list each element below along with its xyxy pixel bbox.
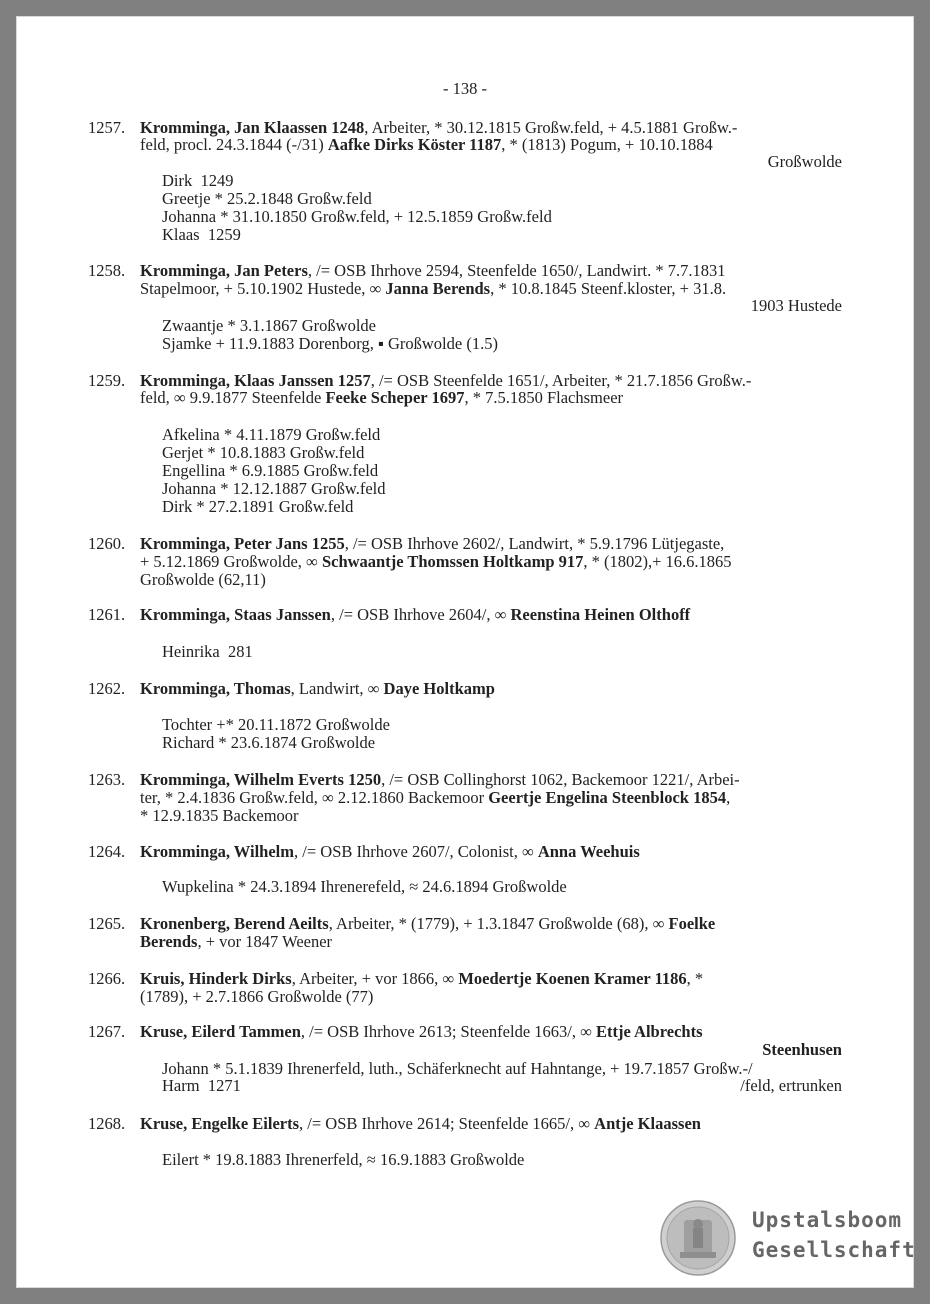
entry-text: Stapelmoor, + 5.10.1902 Hustede, ∞ <box>140 279 386 298</box>
entry-text: , * <box>686 969 704 988</box>
entry-number: 1263. <box>88 770 126 789</box>
child-item: Greetje * 25.2.1848 Großw.feld <box>162 189 372 208</box>
entry-text: , /= OSB Ihrhove 2604/, ∞ <box>330 605 511 624</box>
entry-text: , /= OSB Ihrhove 2614; Steenfelde 1665/, ∞ <box>299 1114 595 1133</box>
entry-line <box>140 372 751 389</box>
entry-text: + 5.12.1869 Großwolde, ∞ <box>140 552 322 571</box>
child-item: Wupkelina * 24.3.1894 Ihrenerefeld, ≈ 24.6.1894 Großwolde <box>162 877 567 896</box>
spouse-name: Schwaantje Thomssen Holtkamp 917 <box>321 552 584 571</box>
person-name: Kruse, Eilerd Tammen <box>140 1022 301 1041</box>
logo-text-line2: Gesellschaft <box>752 1238 916 1262</box>
spouse-name: Foelke <box>668 914 716 933</box>
entry-text: , + vor 1847 Weener <box>197 932 333 951</box>
entry-number: 1268. <box>88 1114 126 1133</box>
entry-line <box>140 1115 701 1132</box>
spouse-name: Ettje Albrechts <box>596 1022 703 1041</box>
spouse-name: Antje Klaassen <box>594 1114 701 1133</box>
child-item: Richard * 23.6.1874 Großwolde <box>162 733 376 752</box>
entry-text: feld, ∞ 9.9.1877 Steenfelde <box>140 388 326 407</box>
entry-number: 1258. <box>88 261 126 280</box>
person-name: Kromminga, Jan Peters <box>140 261 308 280</box>
child-item: Johanna * 12.12.1887 Großw.feld <box>162 479 386 498</box>
entry-number: 1266. <box>88 969 126 988</box>
person-name: Kronenberg, Berend Aeilts <box>140 914 329 933</box>
entry-text: , /= OSB Ihrhove 2594, Steenfelde 1650/, Landwirt. * 7.7.1831 <box>307 261 726 280</box>
spouse-name: Aafke Dirks Köster 1187 <box>327 135 502 154</box>
entry-line <box>140 119 737 136</box>
entry-text: ter, * 2.4.1836 Großw.feld, ∞ 2.12.1860 Backemoor <box>140 788 489 807</box>
entry-line <box>140 771 740 788</box>
entry-line-right: 1903 Hustede <box>750 296 842 315</box>
entry-text: , Landwirt, ∞ <box>290 679 384 698</box>
document-page <box>16 16 914 1288</box>
child-item: Gerjet * 10.8.1883 Großw.feld <box>162 443 365 462</box>
person-name: Kruse, Engelke Eilerts <box>140 1114 300 1133</box>
child-item: Afkelina * 4.11.1879 Großw.feld <box>162 425 381 444</box>
entry-text: , /= OSB Ihrhove 2602/, Landwirt, * 5.9.1796 Lütjegaste, <box>344 534 725 553</box>
entry-line <box>140 933 332 950</box>
entry-text: , /= OSB Steenfelde 1651/, Arbeiter, * 21.7.1856 Großw.- <box>370 371 752 390</box>
spouse-name: Moedertje Koenen Kramer 1186 <box>458 969 687 988</box>
entry-text: , * 7.5.1850 Flachsmeer <box>464 388 624 407</box>
entry-line-right: Steenhusen <box>762 1040 842 1059</box>
entry-text: feld, procl. 24.3.1844 (-/31) <box>140 135 328 154</box>
entry-number: 1259. <box>88 371 126 390</box>
entry-number: 1267. <box>88 1022 126 1041</box>
entry-line <box>140 136 713 153</box>
logo-text-line1: Upstalsboom <box>752 1208 903 1232</box>
person-name: Kromminga, Wilhelm Everts 1250 <box>140 770 382 789</box>
person-name: Kruis, Hinderk Dirks <box>140 969 292 988</box>
child-item: Dirk 1249 <box>162 171 234 190</box>
page-number: - 138 - <box>443 79 487 98</box>
child-item: Tochter +* 20.11.1872 Großwolde <box>162 715 390 734</box>
child-item: Eilert * 19.8.1883 Ihrenerfeld, ≈ 16.9.1883 Großwolde <box>162 1150 525 1169</box>
entry-number: 1265. <box>88 914 126 933</box>
entry-line <box>140 535 724 552</box>
person-name: Kromminga, Thomas <box>140 679 291 698</box>
spouse-name: Janna Berends <box>385 279 491 298</box>
entry-line <box>140 970 703 987</box>
entry-text: , Arbeiter, * (1779), + 1.3.1847 Großwolde (68), ∞ <box>328 914 669 933</box>
child-item: Johanna * 31.10.1850 Großw.feld, + 12.5.1859 Großw.feld <box>162 207 552 226</box>
person-name: Kromminga, Jan Klaassen 1248 <box>140 118 365 137</box>
entry-line <box>140 789 730 806</box>
entry-number: 1261. <box>88 605 126 624</box>
entry-text: , /= OSB Ihrhove 2613; Steenfelde 1663/, ∞ <box>300 1022 597 1041</box>
entry-number: 1260. <box>88 534 126 553</box>
entry-text: , /= OSB Collinghorst 1062, Backemoor 1221/, Arbei- <box>381 770 740 789</box>
entry-text: , Arbeiter, + vor 1866, ∞ <box>291 969 459 988</box>
entry-line <box>140 680 495 697</box>
child-item: Klaas 1259 <box>162 225 241 244</box>
entry-line <box>140 389 623 406</box>
spouse-name: Feeke Scheper 1697 <box>325 388 465 407</box>
child-item: Harm 1271 <box>162 1076 241 1095</box>
child-item: Dirk * 27.2.1891 Großw.feld <box>162 497 354 516</box>
person-name: Kromminga, Klaas Janssen 1257 <box>140 371 371 390</box>
person-name: Kromminga, Wilhelm <box>140 842 295 861</box>
entry-line <box>140 553 732 570</box>
person-name: Kromminga, Staas Janssen <box>140 605 331 624</box>
seal-icon <box>660 1200 736 1276</box>
entry-line <box>140 915 715 932</box>
entry-number: 1262. <box>88 679 126 698</box>
entry-line <box>140 606 690 623</box>
entry-number: 1264. <box>88 842 126 861</box>
entry-number: 1257. <box>88 118 126 137</box>
spouse-name: Berends <box>140 932 198 951</box>
entry-text: , * 10.8.1845 Steenf.kloster, + 31.8. <box>490 279 727 298</box>
spouse-name: Anna Weehuis <box>537 842 640 861</box>
entry-line: * 12.9.1835 Backemoor <box>140 806 299 825</box>
entry-text: , /= OSB Ihrhove 2607/, Colonist, ∞ <box>294 842 538 861</box>
child-item: Zwaantje * 3.1.1867 Großwolde <box>162 316 376 335</box>
child-item: Heinrika 281 <box>162 642 253 661</box>
entry-line <box>140 262 726 279</box>
child-item: Sjamke + 11.9.1883 Dorenborg, ▪ Großwolde (1.5) <box>162 334 498 353</box>
entry-text: , <box>726 788 731 807</box>
child-item: Johann * 5.1.1839 Ihrenerfeld, luth., Schäferknecht auf Hahntange, + 19.7.1857 Großw.-/ <box>162 1059 753 1078</box>
entry-line: (1789), + 2.7.1866 Großwolde (77) <box>140 987 374 1006</box>
entry-line-right: Großwolde <box>767 152 842 171</box>
entry-text: , * (1802),+ 16.6.1865 <box>583 552 732 571</box>
entry-line <box>140 280 726 297</box>
entry-line <box>140 843 640 860</box>
person-name: Kromminga, Peter Jans 1255 <box>140 534 345 553</box>
spouse-name: Daye Holtkamp <box>383 679 495 698</box>
entry-line: Großwolde (62,11) <box>140 570 266 589</box>
entry-line <box>140 1023 702 1040</box>
entry-text: , Arbeiter, * 30.12.1815 Großw.feld, + 4.5.1881 Großw.- <box>364 118 738 137</box>
child-item: Engellina * 6.9.1885 Großw.feld <box>162 461 379 480</box>
spouse-name: Geertje Engelina Steenblock 1854 <box>488 788 727 807</box>
entry-line-right: /feld, ertrunken <box>740 1076 842 1095</box>
entry-text: , * (1813) Pogum, + 10.10.1884 <box>501 135 713 154</box>
upstalsboom-logo <box>660 1200 916 1276</box>
spouse-name: Reenstina Heinen Olthoff <box>510 605 691 624</box>
